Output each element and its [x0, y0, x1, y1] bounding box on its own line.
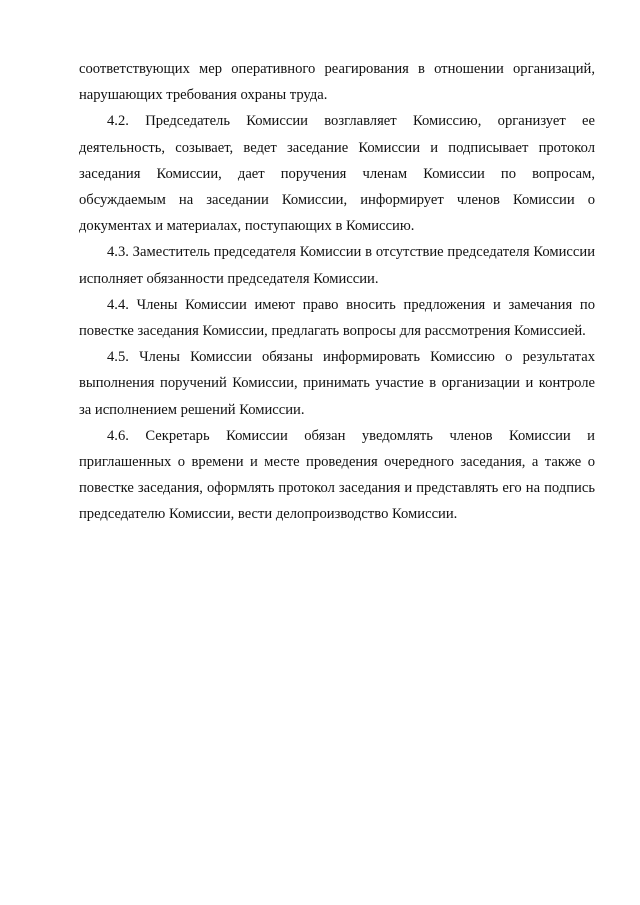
paragraph-4-5: 4.5. Члены Комиссии обязаны информировать Комиссию о результатах выполнения поручений Комиссии, принимать участие в организации и контроле за исполнением решений Комиссии.: [79, 349, 595, 418]
paragraph-4-6: 4.6. Секретарь Комиссии обязан уведомлять членов Комиссии и приглашенных о времени и месте проведения очередного заседания, а также о повестке заседания, оформлять протокол заседания и представлять его на подпись председателю Комиссии, вести делопроизводство Комиссии.: [79, 427, 595, 523]
document-body: [79, 56, 595, 528]
paragraph-4-3: 4.3. Заместитель председателя Комиссии в отсутствие председателя Комиссии исполняет обязанности председателя Комиссии.: [79, 244, 595, 287]
paragraph-4-2: 4.2. Председатель Комиссии возглавляет Комиссию, организует ее деятельность, созывает, ведет заседание Комиссии и подписывает протокол заседания Комиссии, дает поручения членам Комиссии по вопросам, обсуждаемым на заседании Комиссии, информирует членов Комиссии о документах и материалах, поступающих в Комиссию.: [79, 113, 595, 235]
paragraph-4-4: 4.4. Члены Комиссии имеют право вносить предложения и замечания по повестке заседания Комиссии, предлагать вопросы для рассмотрения Комиссией.: [79, 296, 595, 340]
paragraph-continuation: соответствующих мер оперативного реагирования в отношении организаций, нарушающих требования охраны труда.: [79, 61, 595, 104]
